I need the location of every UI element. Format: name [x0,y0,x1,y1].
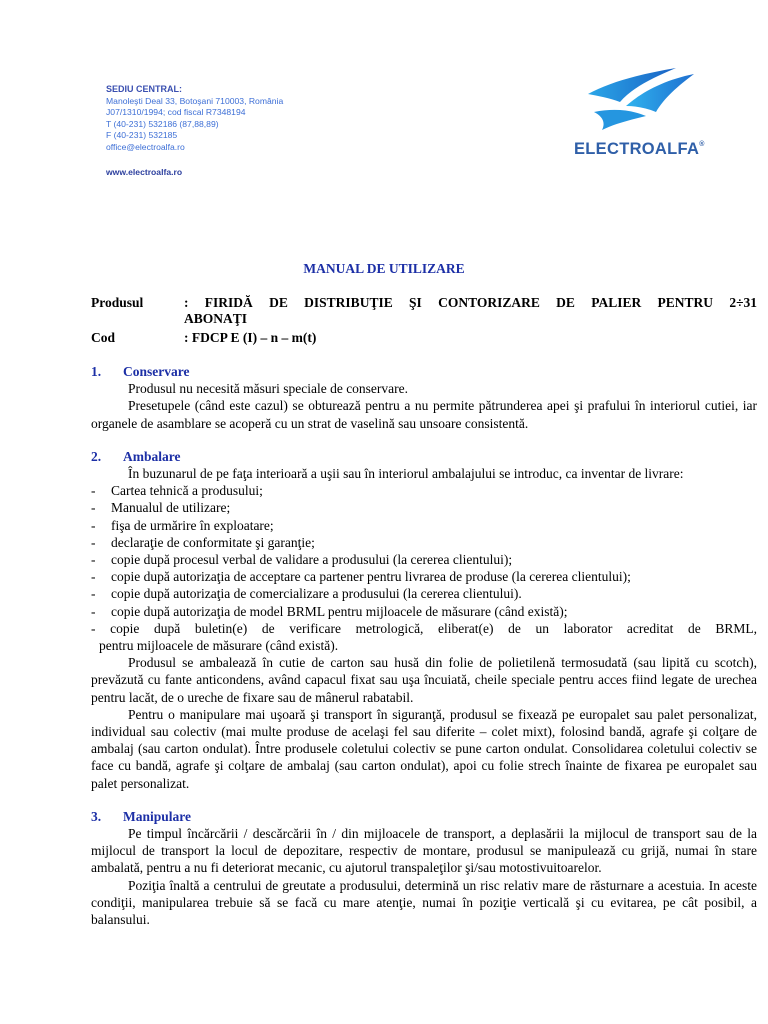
document-title: MANUAL DE UTILIZARE [303,261,465,276]
section-heading-manipulare [91,808,757,825]
address: Manoleşti Deal 33, Botoşani 710003, România [106,95,284,106]
list-item: - Manualul de utilizare; [91,499,757,516]
section-heading-ambalare [91,448,757,465]
section-number: 1. [91,364,102,379]
brand-name [574,140,724,159]
hq-label: SEDIU CENTRAL: [106,84,182,94]
product-value-line1: : FIRIDĂ DE DISTRIBUŢIE ŞI CONTORIZARE DE PALIER PENTRU 2÷31 [184,295,757,310]
phone: T (40-231) 532186 (87,88,89) [106,118,219,129]
list-item: - copie după autorizaţia de acceptare ca partener pentru livrarea de produse (la cererea clientului); [91,568,757,585]
paragraph: Poziţia înaltă a centrului de greutate a produsului, determină un risc relativ mare de răsturnare a acestuia. In aceste condiţii, manipularea trebuie să se facă cu mare atenţie, numai în poziţie verticală şi cu evitarea, pe cât posibil, a balansului. [91,877,757,928]
section-title: Ambalare [123,448,181,464]
registry-info: J07/1310/1994; cod fiscal R7348194 [106,107,246,118]
section-title: Conservare [123,364,190,379]
product-value-line2: ABONAŢI [184,310,248,326]
inventory-list [91,482,757,654]
section-heading-conservare [91,363,757,380]
list-item: - declaraţie de conformitate şi garanţie; [91,534,757,551]
fax: F (40-231) 532185 [106,130,178,141]
list-item: - copie după autorizaţia de model BRML pentru mijloacele de măsurare (când există); [91,603,757,620]
product-value [184,295,757,326]
brand-text: ELECTROALFA [574,140,700,158]
section-number: 3. [91,808,102,824]
code-label: Cod [91,330,116,345]
section-number: 2. [91,448,102,464]
contact-block [106,84,366,178]
product-label: Produsul [91,295,144,310]
list-item: - fişa de urmărire în exploatare; [91,517,757,534]
list-item [91,620,757,654]
list-item: - Cartea tehnică a produsului; [91,482,757,499]
document-body [91,363,757,928]
list-item-line2: pentru mijloacele de măsurare (când există). [99,638,339,654]
website-link[interactable]: www.electroalfa.ro [106,166,183,177]
paragraph: Pe timpul încărcării / descărcării în / din mijloacele de transport, a deplasării la mijlocul de transport sau de la mijlocul de transport la locul de depozitare, respectiv de montare, produsul se manipulează cu grijă, numai în stare ambalată, pentru a nu fi deteriorat mecanic, cu ajutorul transpaleţilor şi/sau motostivuitoarelor. [91,826,757,876]
list-item: - copie după autorizaţia de comercializare a produsului (la cererea clientului). [91,585,757,602]
section-title: Manipulare [123,808,192,824]
list-item: - copie după procesul verbal de validare a produsului (la cererea clientului); [91,551,757,568]
email-link[interactable]: office@electroalfa.ro [106,141,185,152]
paragraph: În buzunarul de pe faţa interioară a uşii sau în interiorul ambalajului se introduc, ca inventar de livrare: [128,466,684,482]
paragraph: Presetupele (când este cazul) se obturează pentru a nu permite pătrunderea apei şi prafului în interiorul cutiei, iar organele de asamblare se acoperă cu un strat de vaselină sau unsoare consistentă. [91,398,757,431]
list-item-line1: - copie după buletin(e) de verificare metrologică, eliberat(e) de un laborator acreditat de BRML, [91,620,757,636]
company-logo [574,64,724,164]
registered-mark: ® [699,141,705,148]
paragraph: Produsul se ambalează în cutie de carton sau husă din folie de polietilenă termosudată (sau lipită cu scotch), prevăzută cu fante anticondens, având capacul fixat sau uşa încuiată, cheile speciale pentru acces fiind legate de urechea pentru lacăt, de o ureche de fixare sau de mânerul rabatabil. [91,655,757,705]
paragraph: Produsul nu necesită măsuri speciale de conservare. [128,381,409,397]
paragraph: Pentru o manipulare mai uşoară şi transport în siguranţă, produsul se fixează pe europalet sau palet personalizat, individual sau colectiv (mai multe produse de acelaşi fel sau diferite – colet mixt), folosind bandă, agrafe şi colţare de ambalaj (sau carton ondulat). Între produsele coletului colectiv se pune carton ondulat. Consolidarea coletului colectiv se face cu bandă, agrafe şi colţare de ambalaj (sau carton ondulat), apoi cu folie strech înainte de fixarea pe europalet sau palet personalizat. [91,706,757,791]
code-value: : FDCP E (I) – n – m(t) [184,330,317,345]
electroalfa-wing-logo-icon [580,64,710,134]
